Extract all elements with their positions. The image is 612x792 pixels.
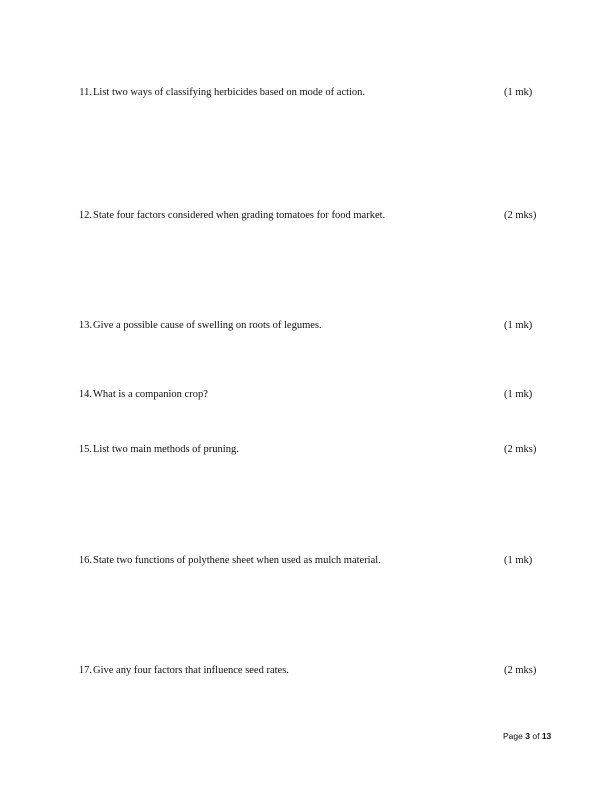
question-text: List two main methods of pruning. [93,444,239,455]
question-marks: (2 mks) [504,665,537,676]
question-number: 11. [79,87,92,98]
question-number: 16. [78,555,92,566]
question-text: State four factors considered when grading tomatoes for food market. [93,210,386,221]
question-marks: (1 mk) [504,320,533,331]
question-number: 14. [78,389,92,400]
question-14 [72,387,552,403]
question-marks: (2 mks) [504,210,537,221]
current-page-number: 3 [525,731,530,741]
question-text: State two functions of polythene sheet when used as mulch material. [93,555,381,566]
question-13 [72,318,552,334]
question-17 [72,663,552,679]
question-11 [72,85,552,101]
question-15 [72,442,552,458]
question-text: Give a possible cause of swelling on roots of legumes. [93,320,322,331]
question-text: Give any four factors that influence seed rates. [93,665,289,676]
question-number: 12. [78,210,92,221]
question-marks: (1 mk) [504,389,533,400]
question-marks: (2 mks) [504,444,537,455]
question-marks: (1 mk) [504,87,533,98]
page-word: Page [503,731,523,741]
question-12 [72,208,552,224]
question-16 [72,553,552,569]
question-number: 15. [78,444,92,455]
question-number: 17. [78,665,92,676]
of-word: of [532,731,540,741]
page-footer [503,729,551,743]
total-pages-number: 13 [541,731,552,741]
question-number: 13. [78,320,92,331]
question-text: What is a companion crop? [93,389,208,400]
question-marks: (1 mk) [504,555,533,566]
question-text: List two ways of classifying herbicides based on mode of action. [93,87,366,98]
